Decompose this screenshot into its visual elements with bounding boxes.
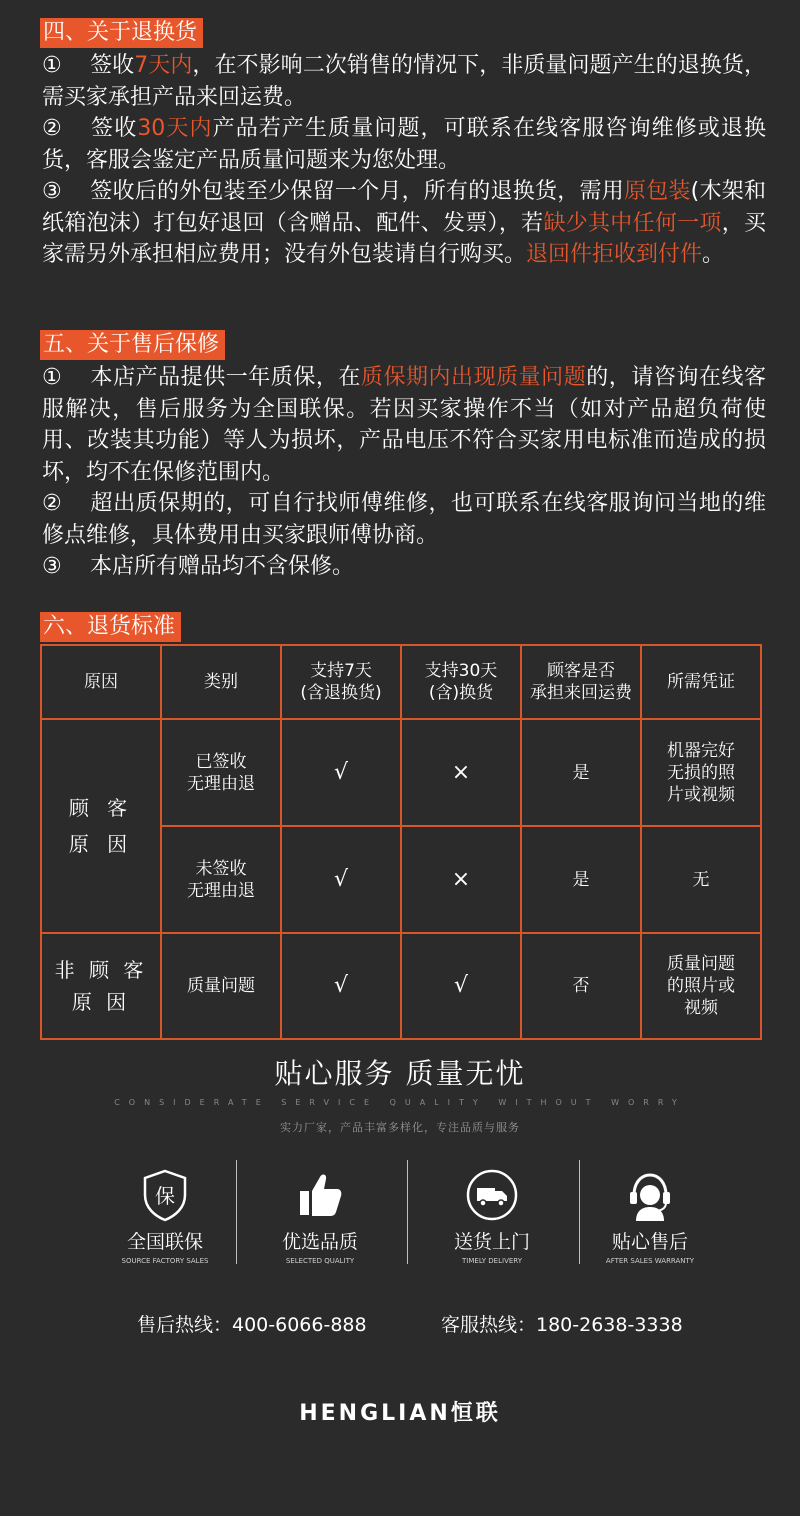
feature-subtitle: TIMELY DELIVERY xyxy=(462,1257,522,1265)
sec5-paragraph-2: ② 超出质保期的，可自行找师傅维修，也可联系在线客服询问当地的维修点维修，具体费用由买家跟师傅协商。 xyxy=(42,491,766,548)
customer-service-hotline[interactable]: 客服热线：180-2638-3338 xyxy=(441,1314,683,1336)
feature-subtitle: AFTER SALES WARRANTY xyxy=(605,1257,695,1265)
section-4-title: 四、关于退换货 xyxy=(40,18,203,48)
sec4-paragraph-3: ③ 签收后的外包装至少保留一个月，所有的退换货，需用原包装(木架和纸箱泡沫）打包好退回（含赠品、配件、发票），若缺少其中任何一项，买家需另外承担相应费用；没有外包装请自行购买。退回件拒收到付件。 xyxy=(42,179,766,267)
table-header-cell: 类别 xyxy=(160,644,282,720)
table-cell: √ xyxy=(400,932,522,1040)
after-sales-hotline[interactable]: 售后热线：400-6066-888 xyxy=(137,1314,367,1336)
table-cell: 否 xyxy=(520,932,642,1040)
table-cell: 未签收 无理由退 xyxy=(160,825,282,934)
slogan-subtitle: 实力厂家，产品丰富多样化，专注品质与服务 xyxy=(280,1121,520,1134)
feature-title: 送货上门 xyxy=(453,1231,530,1253)
table-group-non-customer-reason: 非 顾 客 原 因 xyxy=(40,932,162,1040)
delivery-truck-icon xyxy=(462,1165,522,1225)
table-cell: √ xyxy=(280,718,402,827)
table-header-cell: 支持30天 (含)换货 xyxy=(400,644,522,720)
table-header-cell: 原因 xyxy=(40,644,162,720)
section-5-title: 五、关于售后保修 xyxy=(40,330,225,360)
brand-logo: HENGLIAN恒联 xyxy=(299,1401,501,1426)
table-header-cell: 顾客是否 承担来回运费 xyxy=(520,644,642,720)
feature-after-sales xyxy=(565,1165,735,1265)
table-group-customer-reason: 顾 客 原 因 xyxy=(40,718,162,934)
thumbs-up-icon xyxy=(290,1165,350,1225)
table-cell: 是 xyxy=(520,825,642,934)
feature-subtitle: SELECTED QUALITY xyxy=(285,1257,355,1265)
sec4-paragraph-1: ① 签收7天内，在不影响二次销售的情况下，非质量问题产生的退换货，需买家承担产品来回运费。 xyxy=(42,53,766,110)
table-header-cell: 所需凭证 xyxy=(640,644,762,720)
table-cell: √ xyxy=(280,932,402,1040)
table-cell: 是 xyxy=(520,718,642,827)
table-cell: 机器完好 无损的照 片或视频 xyxy=(640,718,762,827)
return-standard-table xyxy=(40,644,762,1040)
sec5-paragraph-3: ③ 本店所有赠品均不含保修。 xyxy=(42,554,355,579)
section-6-title: 六、退货标准 xyxy=(40,612,181,642)
svg-text:保: 保 xyxy=(155,1184,175,1208)
feature-title: 优选品质 xyxy=(281,1231,358,1253)
feature-subtitle: SOURCE FACTORY SALES xyxy=(121,1257,209,1265)
sec5-paragraph-1: ① 本店产品提供一年质保，在质保期内出现质量问题的，请咨询在线客服解决，售后服务为全国联保。若因买家操作不当（如对产品超负荷使用、改装其功能）等人为损坏，产品电压不符合买家用电标准而造成的损坏，均不在保修范围内。 xyxy=(42,365,766,485)
feature-selected-quality xyxy=(235,1165,405,1265)
feature-title: 全国联保 xyxy=(126,1231,203,1253)
slogan-english: CONSIDERATE SERVICE QUALITY WITHOUT WORRY xyxy=(114,1098,686,1107)
shield-bao-icon xyxy=(135,1165,195,1225)
feature-title: 贴心售后 xyxy=(611,1231,688,1253)
feature-home-delivery xyxy=(407,1165,577,1265)
section-4-body xyxy=(42,50,766,271)
table-cell: √ xyxy=(280,825,402,934)
table-cell: 质量问题 xyxy=(160,932,282,1040)
table-cell: × xyxy=(400,825,522,934)
table-cell: × xyxy=(400,718,522,827)
feature-nationwide-warranty xyxy=(80,1165,250,1265)
table-cell: 无 xyxy=(640,825,762,934)
table-cell: 质量问题 的照片或 视频 xyxy=(640,932,762,1040)
sec4-paragraph-2: ② 签收30天内产品若产生质量问题，可联系在线客服咨询维修或退换货，客服会鉴定产品质量问题来为您处理。 xyxy=(42,116,766,173)
table-cell: 已签收 无理由退 xyxy=(160,718,282,827)
section-5-body xyxy=(42,362,766,583)
table-header-cell: 支持7天 (含退换货) xyxy=(280,644,402,720)
customer-service-headset-icon xyxy=(620,1165,680,1225)
slogan-title: 贴心服务 质量无忧 xyxy=(274,1057,526,1090)
